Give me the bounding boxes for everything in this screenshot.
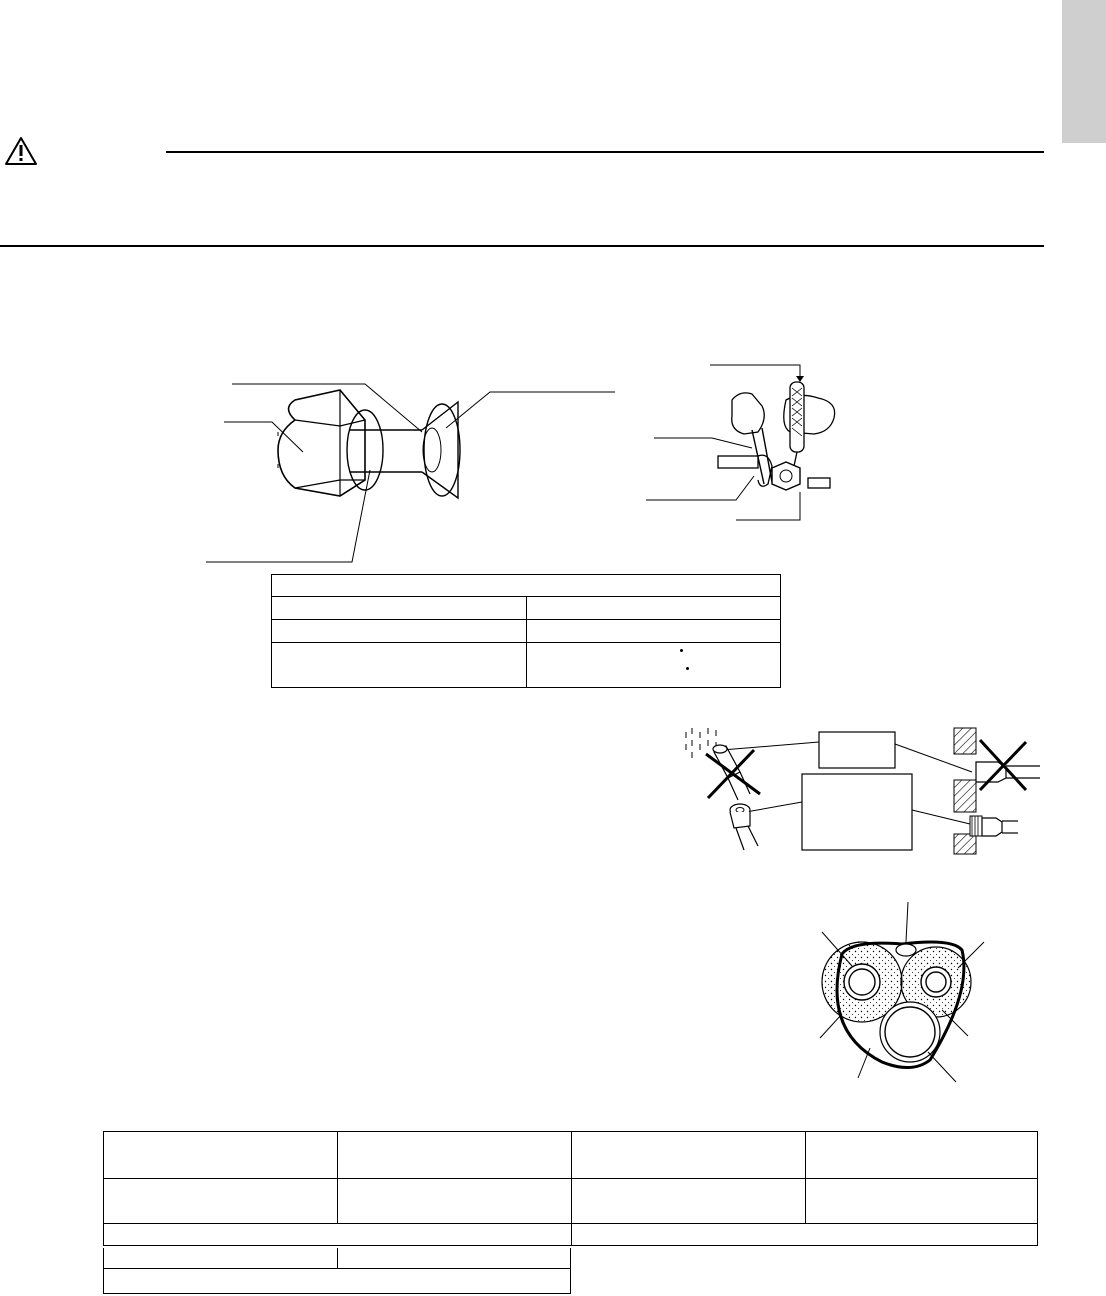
table-cell: [338, 1132, 572, 1179]
table-cell: [104, 1269, 571, 1294]
table-cell: [338, 1248, 571, 1269]
torque-table-header: [272, 575, 781, 597]
table-cell: [104, 1224, 572, 1246]
table-cell: [104, 1179, 338, 1224]
table-cell: [572, 1132, 806, 1179]
flare-nut-illustration: [200, 380, 620, 565]
table-cell: [338, 1179, 572, 1224]
table-cell: [272, 643, 527, 688]
double-wrench-illustration: [640, 360, 850, 522]
warning-top-rule: [166, 151, 1044, 153]
table-cell: [806, 1179, 1038, 1224]
table-cell: [527, 597, 781, 620]
torque-table: [271, 574, 781, 688]
decimal-dot: [686, 667, 689, 670]
table-cell: [272, 597, 527, 620]
table-cell: [272, 620, 527, 643]
table-cell: [527, 620, 781, 643]
warning-bottom-rule: [0, 245, 1044, 247]
pipe-spec-table-lower: [103, 1248, 571, 1294]
table-cell: [104, 1132, 338, 1179]
table-cell: [527, 643, 781, 688]
table-cell: [572, 1179, 806, 1224]
pipe-insulation-cross-section: [812, 902, 992, 1082]
table-cell: [104, 1248, 338, 1269]
pipe-spec-table: [103, 1131, 1038, 1246]
table-cell: [572, 1224, 1038, 1246]
table-cell: [806, 1132, 1038, 1179]
flare-protection-illustration: [680, 722, 1046, 854]
decimal-dot: [680, 649, 683, 652]
warning-triangle-icon: [4, 136, 38, 166]
section-tab: [1062, 0, 1106, 143]
